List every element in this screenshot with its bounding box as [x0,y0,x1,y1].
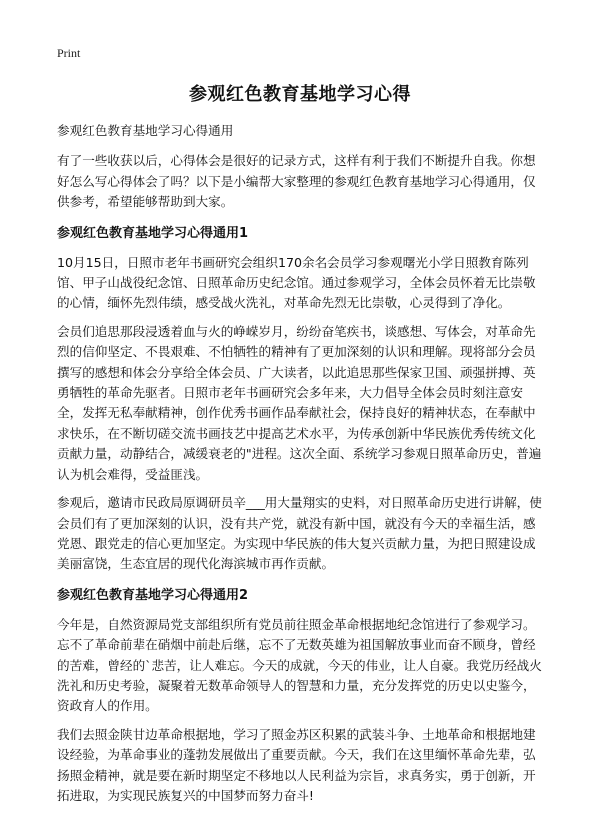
section-1-heading: 参观红色教育基地学习心得通用1 [57,225,249,241]
article-body [57,121,547,814]
section-2-paragraph-1: 今年是，自然资源局党支部组织所有党员前往照金革命根据地纪念馆进行了参观学习。忘不了革命前辈在硝烟中前赴后继，忘不了无数英雄为祖国解放事业而奋不顾身，曾经的苦难，曾经的`悲苦，让人难忘。今天的成就，今天的伟业，让人自豪。我党历经战火洗礼和历史考验，凝聚着无数革命领导人的智慧和力量，充分发挥党的历史以史鉴今，资政育人的作用。 [57,616,542,714]
article-subtitle: 参观红色教育基地学习心得通用 [57,123,234,138]
section-2-paragraph-2: 我们去照金陕甘边革命根据地，学习了照金苏区积累的武装斗争、土地革命和根据地建设经验，为革命事业的蓬勃发展做出了重要贡献。今天，我们在这里缅怀革命先辈，弘扬照金精神，就是要在新时期坚定不移地以人民利益为宗旨，求真务实，勇于创新，开拓进取，为实现民族复兴的中国梦而努力奋斗! [57,726,536,803]
page-title: 参观红色教育基地学习心得 [189,84,411,105]
section-2-heading: 参观红色教育基地学习心得通用2 [57,587,249,603]
section-1-paragraph-1: 10月15日，日照市老年书画研究会组织170余名会员学习参观曙光小学日照教育陈列馆、甲子山战役纪念馆、日照革命历史纪念馆。通过参观学习，全体会员怀着无比崇敬的心情，缅怀先烈伟绩，感受战火洗礼，对革命先烈无比崇敬，心灵得到了净化。 [57,254,536,311]
intro-paragraph: 有了一些收获以后，心得体会是很好的记录方式，这样有利于我们不断提升自我。你想好怎么写心得体会了吗？以下是小编帮大家整理的参观红色教育基地学习心得通用，仅供参考，希望能够帮助到大家。 [57,153,536,210]
section-1-paragraph-2: 会员们追思那段浸透着血与火的峥嵘岁月，纷纷奋笔疾书，谈感想、写体会，对革命先烈的信仰坚定、不畏艰难、不怕牺牲的精神有了更加深刻的认识和理解。现将部分会员撰写的感想和体会分享给全体会员、广大读者，以此追思那些保家卫国、顽强拼搏、英勇牺牲的革命先驱者。日照市老年书画研究会多年来，大力倡导全体会员时刻注意安全，发挥无私奉献精神，创作优秀书画作品奉献社会，保持良好的精神状态，在奉献中求快乐，在不断切磋交流书画技艺中提高艺术水平，为传承创新中华民族优秀传统文化贡献力量，动静结合，减缓衰老的"进程。这次全面、系统学习参观日照革命历史，普遍认为机会难得，受益匪浅。 [57,323,542,482]
print-label: Print [57,46,81,60]
section-1-paragraph-3: 参观后，邀请市民政局原调研员辛___用大量翔实的史料，对日照革命历史进行讲解，使会员们有了更加深刻的认识，没有共产党，就没有新中国，就没有今天的幸福生活，感党恩、跟党走的信心更加坚定。为实现中华民族的伟大复兴贡献力量，为把日照建设成美丽富饶，生态宜居的现代化海滨城市再作贡献。 [57,495,542,572]
